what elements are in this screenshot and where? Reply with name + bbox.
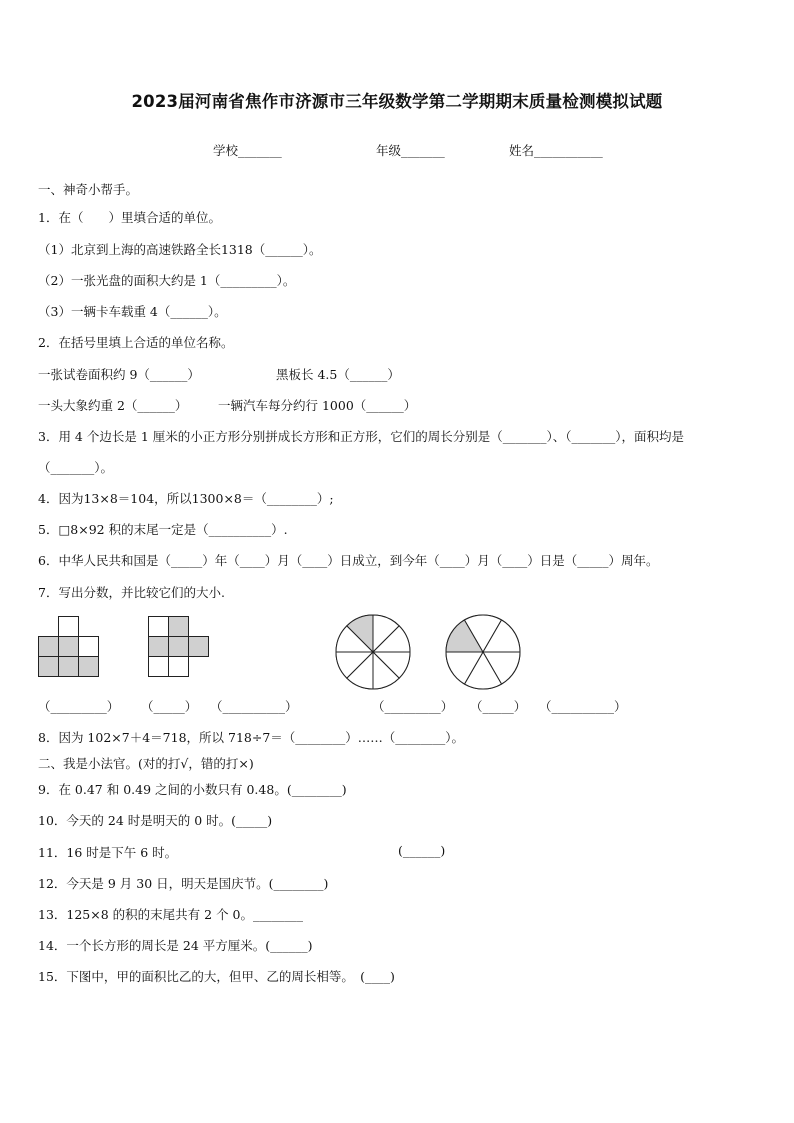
q1-item-1: （1）北京到上海的高速铁路全长1318（______）。 (38, 242, 322, 257)
q7-answer-blank-3[interactable]: （__________） (210, 699, 298, 714)
q1-stem: 1．在（ ）里填合适的单位。 (38, 210, 221, 225)
q7-answer-blank-6[interactable]: （__________） (539, 699, 627, 714)
q11: 11．16 时是下午 6 时。 (38, 845, 178, 860)
q12: 12．今天是 9 月 30 日，明天是国庆节。(________) (38, 876, 329, 891)
q5: 5．□8×92 积的末尾一定是（__________）. (38, 522, 288, 537)
q7-answer-blank-2[interactable]: （_____） (141, 699, 198, 714)
page-title: 2023届河南省焦作市济源市三年级数学第二学期期末质量检测模拟试题 (131, 92, 663, 111)
q7-grid-figure-1 (38, 616, 100, 678)
q2-item-1: 一张试卷面积约 9（______） (38, 367, 200, 382)
q2-item-4: 一辆汽车每分约行 1000（______） (218, 398, 417, 413)
q14: 14．一个长方形的周长是 24 平方厘米。(______) (38, 938, 313, 953)
q7-answer-blank-5[interactable]: （_____） (470, 699, 527, 714)
section-2-heading: 二、我是小法官。(对的打√，错的打×) (38, 756, 254, 771)
q2-item-3: 一头大象约重 2（______） (38, 398, 188, 413)
q10: 10．今天的 24 时是明天的 0 时。(_____) (38, 813, 273, 828)
q9: 9．在 0.47 和 0.49 之间的小数只有 0.48。(________) (38, 782, 347, 797)
q13: 13．125×8 的积的末尾共有 2 个 0。________ (38, 907, 303, 922)
q7-circle-figure-1 (334, 613, 412, 691)
q1-item-2: （2）一张光盘的面积大约是 1（_________）。 (38, 273, 296, 288)
q7-circle-figure-2 (444, 613, 522, 691)
q7-stem: 7．写出分数，并比较它们的大小. (38, 585, 225, 600)
q3-line-2: （_______）。 (38, 460, 114, 475)
school-field[interactable]: 学校_______ (213, 143, 282, 158)
section-1-heading: 一、神奇小帮手。 (38, 182, 139, 197)
q7-answer-blank-4[interactable]: （_________） (372, 699, 454, 714)
q4: 4．因为13×8＝104，所以1300×8＝（________）; (38, 491, 334, 506)
q6: 6．中华人民共和国是（_____）年（____）月（____）日成立，到今年（____）月（____）日是（_____）周年。 (38, 553, 659, 568)
q15: 15．下图中，甲的面积比乙的大，但甲、乙的周长相等。 (____) (38, 969, 395, 984)
q3-line-1: 3．用 4 个边长是 1 厘米的小正方形分别拼成长方形和正方形，它们的周长分别是（_______）、（_______），面积均是 (38, 429, 685, 444)
q1-item-3: （3）一辆卡车载重 4（______）。 (38, 304, 227, 319)
q11-answer-blank[interactable]: (______) (398, 843, 446, 858)
name-field[interactable]: 姓名___________ (509, 143, 603, 158)
q8: 8．因为 102×7＋4＝718，所以 718÷7＝（________）……（________）。 (38, 730, 465, 745)
q2-item-2: 黑板长 4.5（______） (276, 367, 400, 382)
q7-answer-blank-1[interactable]: （_________） (38, 699, 120, 714)
q7-grid-figure-2 (148, 616, 210, 678)
grade-field[interactable]: 年级_______ (376, 143, 445, 158)
q2-stem: 2．在括号里填上合适的单位名称。 (38, 335, 234, 350)
